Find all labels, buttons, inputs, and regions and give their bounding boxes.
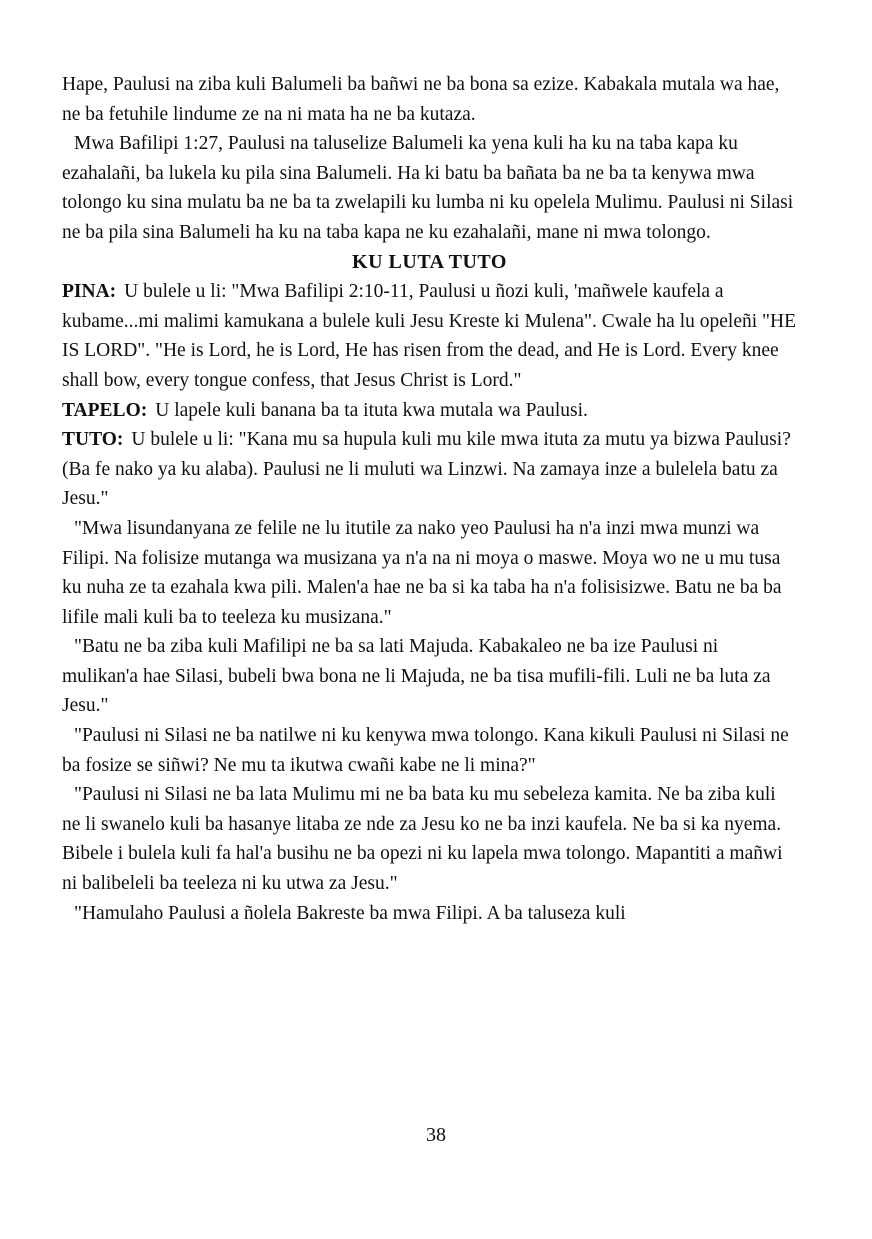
pina-label: PINA: [62,281,117,303]
tuto-label: TUTO: [62,429,124,451]
pina-paragraph [62,277,797,395]
quote-paragraph: "Paulusi ni Silasi ne ba natilwe ni ku kenywa mwa tolongo. Kana kikuli Paulusi ni Silasi ne ba fosize se siñwi? Ne mu ta ikutwa cwañi kabe ne li mina?" [62,725,789,776]
paragraph-intro: Hape, Paulusi na ziba kuli Balumeli ba bañwi ne ba bona sa ezize. Kabakala mutala wa hae, ne ba fetuhile lindume ze na ni mata ha ne ba kutaza. [62,74,780,125]
quote-paragraph: "Mwa lisundanyana ze felile ne lu itutile za nako yeo Paulusi ha n'a inzi mwa munzi wa Filipi. Na folisize mutanga wa musizana ya n'a na ni moya o maswe. Moya wo ne u mu tusa ku nuha ze ta ezahala kwa pili. Malen'a hae ne ba si ka taba ha n'a folisisizwe. Batu ne ba ba lifile mali kuli ba to teeleza ku musizana." [62,517,782,628]
pina-text: U bulele u li: "Mwa Bafilipi 2:10-11, Paulusi u ñozi kuli, 'mañwele kaufela a kubame...mi malimi kamukana a bulele kuli Jesu Kreste ki Mulena". Cwale ha lu opeleñi "HE IS LORD". "He is Lord, he is Lord, He has risen from the dead, and He is Lord. Every knee shall bow, every tongue confess, that Jesus Christ is Lord." [62,281,796,391]
tapelo-paragraph [62,396,797,426]
page-body [62,70,797,928]
quote-paragraph: "Paulusi ni Silasi ne ba lata Mulimu mi ne ba bata ku mu sebeleza kamita. Ne ba ziba kuli ne li swanelo kuli ba hasanye litaba ze nde za Jesu ko ne ba inzi kaufela. Ne ba si ka nyema. Bibele i bulela kuli fa hal'a busihu ne ba opezi ni ku lapela mwa tolongo. Mapantiti a mañwi ni balibeleli ba teeleza ni ku utwa za Jesu." [62,784,783,895]
quote-paragraph: "Batu ne ba ziba kuli Mafilipi ne ba sa lati Majuda. Kabakaleo ne ba ize Paulusi ni mulikan'a hae Silasi, bubeli bwa bona ne li Majuda, ne ba tisa mufili-fili. Luli ne ba luta za Jesu." [62,636,771,717]
tapelo-label: TAPELO: [62,399,148,421]
tuto-paragraph [62,425,797,514]
tuto-text: U bulele u li: "Kana mu sa hupula kuli mu kile mwa ituta za mutu ya bizwa Paulusi? (Ba fe nako ya ku alaba). Paulusi ne li muluti wa Linzwi. Na zamaya inze a bulelela batu za Jesu." [62,429,791,510]
quote-paragraph: "Hamulaho Paulusi a ñolela Bakreste ba mwa Filipi. A ba taluseza kuli [74,902,626,924]
section-heading: KU LUTA TUTO [352,250,507,273]
page-number: 38 [426,1124,446,1146]
paragraph-bafilipi: Mwa Bafilipi 1:27, Paulusi na taluselize Balumeli ka yena kuli ha ku na taba kapa ku ezahalañi, ba lukela ku pila sina Balumeli. Ha ki batu ba bañata ba ne ba ta kenywa mwa tolongo ku sina mulatu ba ne ba ta zwelapili ku lumba ni ku opelela Mulimu. Paulusi ni Silasi ne ba pila sina Balumeli ha ku na taba kapa ne ku ezahalañi, mane ni mwa tolongo. [62,133,794,243]
tapelo-text: U lapele kuli banana ba ta ituta kwa mutala wa Paulusi. [155,399,588,421]
